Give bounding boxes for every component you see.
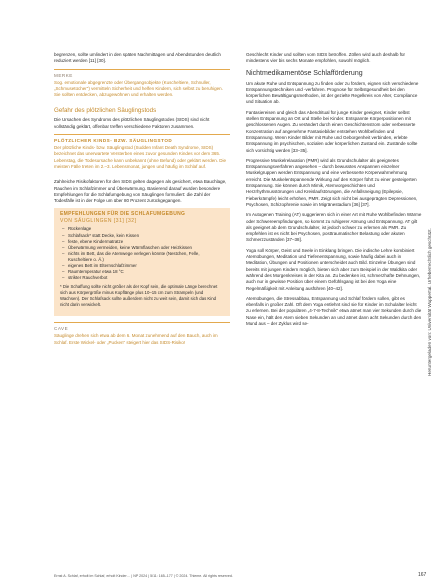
right-column	[246, 52, 422, 331]
list-item: – feste, ebene Kindermatratze	[62, 239, 224, 245]
paragraph: Yoga soll Körper, Geist und Seele in Einklang bringen. Die indische Lehre kombiniert Atemübungen, Meditation und Tiefenentspannung, sowie häufig dabei auch in Meditation, Übungen und Positionen unterscheidet auch Bild. Einzelne Übungen sind bereits mit jungen Kindern möglich, bieten sich aber zum Beispiel in der Waldkita oder während des Morgenkreises in der Kita an. Zu bedenken ist, schmerzhafte Dehnungen, auch nur in gewisse Position über einem Gefühlsgang ist bei den Yoga eine Regelmäßigkeit mit Anleitung ausführen [40–42].	[246, 247, 421, 291]
download-notice	[427, 176, 437, 376]
recommendations-list	[62, 226, 224, 281]
page-number: 167	[418, 572, 427, 578]
merke-text: Sog. emotionale abgegrenzte oder Übergangsobjekte (Kuscheltiere, Schnuller, „Schmusetücher") vermitteln Sicherheit und helfen Kindern, sich selbst zu beruhigen. Sie sollten entdecken, abzugewöhnen und erhalten werden.	[54, 79, 223, 98]
paragraph: Progressive Muskelrelaxation (PMR) wird als Grundschulalter als geeignetes Entspannungsverfahren angesehen – durch bewusstes Anspannen einzelner Muskelgruppen werden Entspannung und eine verbesserte Körperwahrnehmung erreicht. Die Muskelentspannende Wirkung auf den Körper führt zu einer gesteigerten Entspannung. Sie können durch Mimik, Atemvorgeschichten und Herzrhythmusstörungen und Kreislaufstörungen, die Anfallsneigung (Epilepsie, Fieberkrämpfe) leicht erhöhen, PMR. Zeigt sich nicht bei ausgeprägten Depressionen, Psychosen, Schizophrenie sowie im Migränestadium [36] [37].	[246, 157, 418, 207]
paragraph: Atemübungen, die Stressabbau, Entspannung und Schlaf fördern sollen, gibt es ebenfalls in großer Zahl. Oft dem Yoga entlehnt sind sie für Kinder im Schulalter leicht zu erlernen. Bei der populären „4-7-8-Technik" etwa atmet man vier Sekunden durch die Nase ein, hält den Atem sieben Sekunden an und atmet dann acht Sekunden durch den Mund aus – der Zyklus wird se-	[246, 295, 422, 326]
list-item: – Raumtemperatur etwa 18 °C	[62, 269, 224, 275]
section-heading-sids: Gefahr des plötzlichen Säuglingstods	[54, 107, 157, 115]
list-item: – strikter Rauchverbot	[62, 275, 224, 281]
download-notice-text: Heruntergeladen von: Universität Wuppertal. Urheberrechtlich geschützt.	[427, 228, 432, 376]
list-item: – Rückenlage	[62, 226, 224, 232]
recommendations-title: VON SÄUGLINGEN [31] [32]	[60, 217, 137, 224]
merke-title: MERKE	[54, 72, 73, 78]
cave-text: Säuglinge drehen sich etwa ab dem 6. Monat zunehmend auf den Bauch, auch im Schlaf. Erste Wickel- oder „Pucken" steigert hier das SIDS-Risiko!	[54, 333, 218, 345]
paragraph: Fantasiereisen und gleich das Abendritual für junge Kinder geeignet, Kinder selbst stellen Entspannung an Ort und Stelle bei Kinder. Entspannte Körperpositionen mit geschlossenen Augen. Zu verändert durch einen Geschichtenstrom oder verbesserte Konzentration auf angenehme Fantasiebilder entstehen Wohlbefinden und Entspannung. Wenn Kinder Bilder mit Ruhe und Geborgenheit verbinden, erlebte Entspannung im psychischen, sozialen oder körperlichen Zustand ein. Zustände sollte sich vorsichtig werden [33–35].	[246, 109, 418, 153]
left-column	[54, 52, 230, 350]
paragraph: Im Autogenen Training (AT) suggerieren sich in einer Art mit Ruhe Wohlbefinden Wärme oder Schwereempfindungen, so kommt zu ruhigerer Atmung und Entspannung. AT gilt als geeignet ab dem Grundschulalter, ist jedoch schwer zu erlernen als PMR. Zu empfehlen ist es nicht bei Psychosen, posttraumatischer Belastung oder akuten Schmerzzuständen [37–38].	[246, 212, 422, 243]
paragraph: Um akute Ruhe und Entspannung zu finden oder zu fördern, eignen sich verschiedene Entspannungstechniken und -verfahren. Prognose für Selbstgesundheit bei den körperlichen Bewältigungsmethoden, ist der gezielte Regelkreis von Alter, Compliance und Situation ab.	[246, 80, 419, 105]
list-item: – Überwärmung vermeiden, keine Wärmflaschen oder Heizkissen	[62, 245, 224, 251]
footer-citation: Ernst A. Schlaf, erholt im Schlaf, erholt Kinder… | NP 2024 | 5/11: 165–177 | © 2024. Thieme. All rights reserved.	[54, 574, 233, 578]
list-item: – Schlafsack* statt Decke, kein Kissen	[62, 233, 224, 239]
paragraph: begrenzen, sollte umlindert in den späten Nachmittagen und Abendstunden deutlich reduziert werden [11] [30].	[54, 52, 221, 64]
paragraph: Geschlecht Kinder und sollten vom SIDS betroffen. Zöllen wird auch deshalb für mindestens vier bis sechs Monate empfohlen, sowohl möglich.	[246, 52, 406, 64]
recommendations-note: * Die Schaffung sollte nicht größer als der Kopf sein, die optimale Länge berechnet sich aus Körpergröße minus Kopflänge plus 10–15 cm zum Strampeln (und Wachsen). Der Schlafsack sollte außerdem nicht zu weit sein, damit sich das Kind nicht darin verwickelt.	[60, 284, 218, 308]
definition-box-sids	[54, 134, 230, 173]
list-item: – eigenes Bett im Elternschlafzimmer	[62, 263, 224, 269]
cave-box	[54, 322, 230, 346]
definition-title: PLÖTZLICHER KINDS- BZW. SÄUGLINGSTOD	[54, 138, 173, 144]
list-item: – nichts im Bett, das die Atemwege verlegen könnte (Nestchen, Felle, Kuscheltiere o. Ä.)	[62, 251, 224, 263]
section-heading-schlaffoerderung: Nichtmedikamentöse Schlafförderung	[246, 69, 363, 77]
paragraph: Die Ursachen des Syndroms des plötzlichen Säuglingstodes (SIDS) sind nicht vollständig geklärt, offenbar treffen verschiedene Faktoren zusammen.	[54, 117, 210, 129]
merke-box	[54, 69, 230, 102]
recommendations-head: EMPFEHLUNGEN FÜR DIE SCHLAFUMGEBUNG	[60, 211, 186, 218]
cave-title: CAVE	[54, 326, 69, 332]
paragraph: Zahlreiche Risikofaktoren für den SIDS gelten dagegen als gesichert, etwa Bauchlage, Rauchen im Schlafzimmer und Überwärmung. Basierend darauf wurden besondere Empfehlungen für die Schlafumgebung von Säuglingen formuliert: die Zahl der Todesfälle ist in der Folge um über 80 Prozent zurückgegangen.	[54, 179, 227, 204]
definition-text: Der plötzliche Kinds- bzw. Säuglingstod (Sudden Infant Death Syndrome, SIDS) bezeichnet das unerwartete Versterben eines zuvor gesunden Kindes vor dem 365. Lebenstag, die Todesursache kann unbekannt (ohne Befund) oder geklärt werden. Die meisten Fälle treten im 2.–3. Lebensmonat, jungen und häufig im Schlaf auf.	[54, 145, 227, 169]
recommendations-box	[54, 208, 230, 316]
